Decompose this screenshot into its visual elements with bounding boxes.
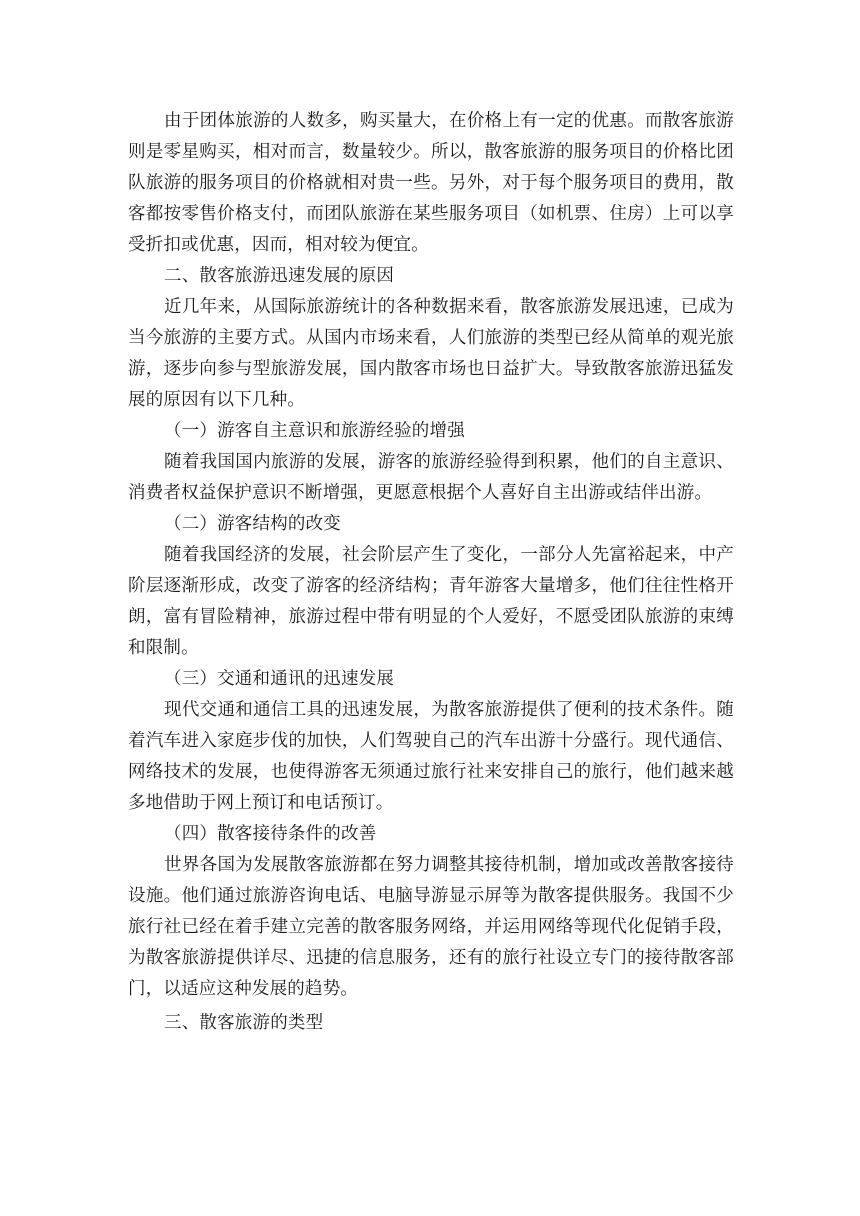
subheading-autonomy: （一）游客自主意识和旅游经验的增强 <box>164 421 465 441</box>
paragraph-group-vs-individual-pricing: 由于团体旅游的人数多，购买量大，在价格上有一定的优惠。而散客旅游则是零星购买，相对而言，数量较少。所以，散客旅游的服务项目的价格比团队旅游的服务项目的价格就相对贵一些。另外，对于每个服务项目的费用，散客都按零售价格支付，而团队旅游在某些服务项目（如机票、住房）上可以享受折扣或优惠，因而，相对较为便宜。 <box>128 111 734 255</box>
paragraph-rapid-development: 近几年来，从国际旅游统计的各种数据来看，散客旅游发展迅速，已成为当今旅游的主要方式。从国内市场来看，人们旅游的类型已经从简单的观光旅游，逐步向参与型旅游发展，国内散客市场也日益扩大。导致散客旅游迅猛发展的原因有以下几种。 <box>128 297 734 410</box>
paragraph-reception-conditions: 世界各国为发展散客旅游都在努力调整其接待机制，增加或改善散客接待设施。他们通过旅游咨询电话、电脑导游显示屏等为散客提供服务。我国不少旅行社已经在着手建立完善的散客服务网络，并运用网络等现代化促销手段，为散客旅游提供详尽、迅捷的信息服务，还有的旅行社设立专门的接待散客部门，以适应这种发展的趋势。 <box>128 855 734 999</box>
subheading-transport-communication: （三）交通和通讯的迅速发展 <box>164 669 395 689</box>
subheading-tourist-structure: （二）游客结构的改变 <box>164 514 341 534</box>
subheading-reception-conditions: （四）散客接待条件的改善 <box>164 824 377 844</box>
paragraph-autonomy: 随着我国国内旅游的发展，游客的旅游经验得到积累，他们的自主意识、消费者权益保护意识不断增强，更愿意根据个人喜好自主出游或结伴出游。 <box>128 452 734 503</box>
paragraph-transport-communication: 现代交通和通信工具的迅速发展，为散客旅游提供了便利的技术条件。随着汽车进入家庭步伐的加快，人们驾驶自己的汽车出游十分盛行。现代通信、网络技术的发展，也使得游客无须通过旅行社来安排自己的旅行，他们越来越多地借助于网上预订和电话预订。 <box>128 700 734 813</box>
section-heading-reasons: 二、散客旅游迅速发展的原因 <box>164 266 395 286</box>
section-heading-types: 三、散客旅游的类型 <box>164 1013 324 1033</box>
paragraph-tourist-structure: 随着我国经济的发展，社会阶层产生了变化，一部分人先富裕起来，中产阶层逐渐形成，改变了游客的经济结构；青年游客大量增多，他们往往性格开朗，富有冒险精神，旅游过程中带有明显的个人爱好，不愿受团队旅游的束缚和限制。 <box>128 545 734 658</box>
document-body <box>128 106 734 1039</box>
